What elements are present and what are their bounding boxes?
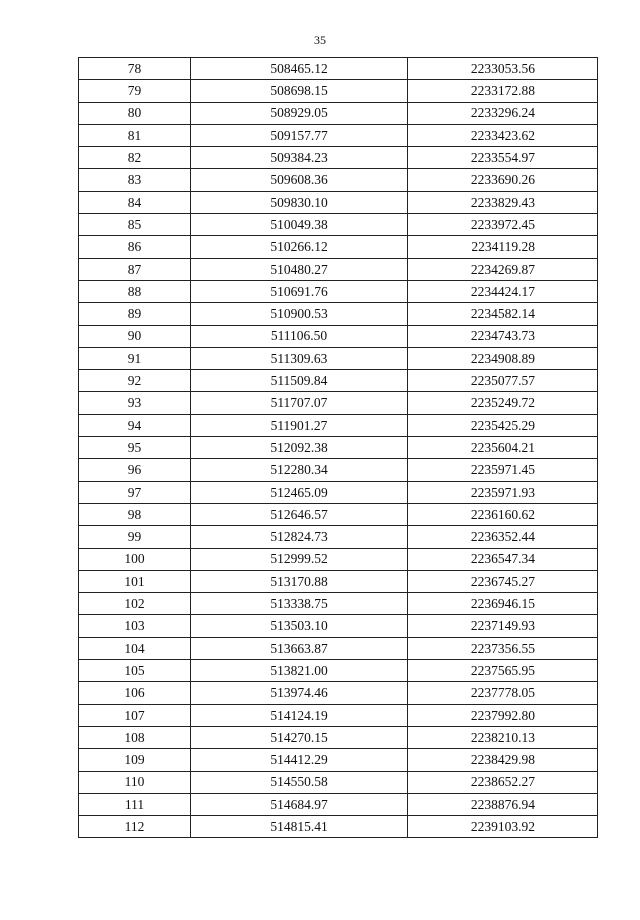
- y-coordinate-cell: 2236946.15: [408, 593, 598, 615]
- x-coordinate-cell: 512646.57: [191, 503, 408, 525]
- y-coordinate-cell: 2233172.88: [408, 80, 598, 102]
- x-coordinate-cell: 510900.53: [191, 303, 408, 325]
- x-coordinate-cell: 510266.12: [191, 236, 408, 258]
- point-number-cell: 83: [79, 169, 191, 191]
- y-coordinate-cell: 2237778.05: [408, 682, 598, 704]
- table-row: [79, 793, 598, 815]
- point-number-cell: 112: [79, 816, 191, 838]
- table-row: [79, 214, 598, 236]
- x-coordinate-cell: 508929.05: [191, 102, 408, 124]
- table-row: [79, 615, 598, 637]
- y-coordinate-cell: 2233053.56: [408, 58, 598, 80]
- point-number-cell: 95: [79, 437, 191, 459]
- point-number-cell: 107: [79, 704, 191, 726]
- table-row: [79, 325, 598, 347]
- point-number-cell: 101: [79, 570, 191, 592]
- table-row: [79, 771, 598, 793]
- point-number-cell: 111: [79, 793, 191, 815]
- table-row: [79, 459, 598, 481]
- table-row: [79, 392, 598, 414]
- point-number-cell: 94: [79, 414, 191, 436]
- x-coordinate-cell: 511509.84: [191, 370, 408, 392]
- point-number-cell: 78: [79, 58, 191, 80]
- table-row: [79, 548, 598, 570]
- x-coordinate-cell: 514815.41: [191, 816, 408, 838]
- x-coordinate-cell: 513170.88: [191, 570, 408, 592]
- point-number-cell: 88: [79, 280, 191, 302]
- point-number-cell: 91: [79, 347, 191, 369]
- y-coordinate-cell: 2238652.27: [408, 771, 598, 793]
- table-row: [79, 437, 598, 459]
- x-coordinate-cell: 512999.52: [191, 548, 408, 570]
- table-row: [79, 169, 598, 191]
- y-coordinate-cell: 2234582.14: [408, 303, 598, 325]
- point-number-cell: 81: [79, 124, 191, 146]
- table-row: [79, 370, 598, 392]
- x-coordinate-cell: 511901.27: [191, 414, 408, 436]
- x-coordinate-cell: 509384.23: [191, 147, 408, 169]
- table-row: [79, 102, 598, 124]
- point-number-cell: 109: [79, 749, 191, 771]
- table-row: [79, 704, 598, 726]
- y-coordinate-cell: 2235604.21: [408, 437, 598, 459]
- point-number-cell: 103: [79, 615, 191, 637]
- table-row: [79, 816, 598, 838]
- page-number: 35: [314, 33, 326, 47]
- point-number-cell: 100: [79, 548, 191, 570]
- y-coordinate-cell: 2233554.97: [408, 147, 598, 169]
- table-row: [79, 80, 598, 102]
- x-coordinate-cell: 513663.87: [191, 637, 408, 659]
- x-coordinate-cell: 514550.58: [191, 771, 408, 793]
- y-coordinate-cell: 2235249.72: [408, 392, 598, 414]
- point-number-cell: 93: [79, 392, 191, 414]
- y-coordinate-cell: 2236352.44: [408, 526, 598, 548]
- table-row: [79, 682, 598, 704]
- x-coordinate-cell: 513338.75: [191, 593, 408, 615]
- x-coordinate-cell: 514270.15: [191, 726, 408, 748]
- table-row: [79, 236, 598, 258]
- point-number-cell: 86: [79, 236, 191, 258]
- x-coordinate-cell: 511309.63: [191, 347, 408, 369]
- x-coordinate-cell: 510691.76: [191, 280, 408, 302]
- table-row: [79, 58, 598, 80]
- y-coordinate-cell: 2234269.87: [408, 258, 598, 280]
- x-coordinate-cell: 508698.15: [191, 80, 408, 102]
- y-coordinate-cell: 2233423.62: [408, 124, 598, 146]
- y-coordinate-cell: 2234908.89: [408, 347, 598, 369]
- y-coordinate-cell: 2235425.29: [408, 414, 598, 436]
- point-number-cell: 79: [79, 80, 191, 102]
- coordinate-table-body: [79, 58, 598, 838]
- table-row: [79, 726, 598, 748]
- y-coordinate-cell: 2233296.24: [408, 102, 598, 124]
- y-coordinate-cell: 2237992.80: [408, 704, 598, 726]
- table-row: [79, 749, 598, 771]
- x-coordinate-cell: 510480.27: [191, 258, 408, 280]
- x-coordinate-cell: 511106.50: [191, 325, 408, 347]
- point-number-cell: 89: [79, 303, 191, 325]
- point-number-cell: 99: [79, 526, 191, 548]
- table-row: [79, 147, 598, 169]
- point-number-cell: 90: [79, 325, 191, 347]
- table-row: [79, 481, 598, 503]
- x-coordinate-cell: 512092.38: [191, 437, 408, 459]
- y-coordinate-cell: 2236547.34: [408, 548, 598, 570]
- point-number-cell: 84: [79, 191, 191, 213]
- coordinate-table: [78, 57, 598, 838]
- point-number-cell: 96: [79, 459, 191, 481]
- y-coordinate-cell: 2233829.43: [408, 191, 598, 213]
- y-coordinate-cell: 2238429.98: [408, 749, 598, 771]
- x-coordinate-cell: 514124.19: [191, 704, 408, 726]
- y-coordinate-cell: 2237565.95: [408, 660, 598, 682]
- x-coordinate-cell: 512465.09: [191, 481, 408, 503]
- table-row: [79, 191, 598, 213]
- x-coordinate-cell: 514412.29: [191, 749, 408, 771]
- point-number-cell: 85: [79, 214, 191, 236]
- y-coordinate-cell: 2235971.45: [408, 459, 598, 481]
- y-coordinate-cell: 2235077.57: [408, 370, 598, 392]
- y-coordinate-cell: 2236745.27: [408, 570, 598, 592]
- y-coordinate-cell: 2233690.26: [408, 169, 598, 191]
- y-coordinate-cell: 2234743.73: [408, 325, 598, 347]
- table-row: [79, 124, 598, 146]
- x-coordinate-cell: 509608.36: [191, 169, 408, 191]
- table-row: [79, 280, 598, 302]
- table-row: [79, 303, 598, 325]
- point-number-cell: 92: [79, 370, 191, 392]
- point-number-cell: 104: [79, 637, 191, 659]
- table-row: [79, 570, 598, 592]
- table-row: [79, 637, 598, 659]
- table-row: [79, 660, 598, 682]
- x-coordinate-cell: 512824.73: [191, 526, 408, 548]
- point-number-cell: 82: [79, 147, 191, 169]
- table-row: [79, 526, 598, 548]
- table-row: [79, 347, 598, 369]
- point-number-cell: 105: [79, 660, 191, 682]
- x-coordinate-cell: 509157.77: [191, 124, 408, 146]
- y-coordinate-cell: 2237356.55: [408, 637, 598, 659]
- x-coordinate-cell: 511707.07: [191, 392, 408, 414]
- point-number-cell: 102: [79, 593, 191, 615]
- y-coordinate-cell: 2236160.62: [408, 503, 598, 525]
- point-number-cell: 80: [79, 102, 191, 124]
- y-coordinate-cell: 2234119.28: [408, 236, 598, 258]
- y-coordinate-cell: 2235971.93: [408, 481, 598, 503]
- y-coordinate-cell: 2238876.94: [408, 793, 598, 815]
- x-coordinate-cell: 512280.34: [191, 459, 408, 481]
- x-coordinate-cell: 514684.97: [191, 793, 408, 815]
- x-coordinate-cell: 513821.00: [191, 660, 408, 682]
- point-number-cell: 110: [79, 771, 191, 793]
- point-number-cell: 87: [79, 258, 191, 280]
- x-coordinate-cell: 513974.46: [191, 682, 408, 704]
- x-coordinate-cell: 510049.38: [191, 214, 408, 236]
- table-row: [79, 258, 598, 280]
- point-number-cell: 97: [79, 481, 191, 503]
- y-coordinate-cell: 2239103.92: [408, 816, 598, 838]
- point-number-cell: 98: [79, 503, 191, 525]
- point-number-cell: 106: [79, 682, 191, 704]
- y-coordinate-cell: 2234424.17: [408, 280, 598, 302]
- point-number-cell: 108: [79, 726, 191, 748]
- x-coordinate-cell: 509830.10: [191, 191, 408, 213]
- table-row: [79, 593, 598, 615]
- y-coordinate-cell: 2238210.13: [408, 726, 598, 748]
- y-coordinate-cell: 2233972.45: [408, 214, 598, 236]
- y-coordinate-cell: 2237149.93: [408, 615, 598, 637]
- table-row: [79, 503, 598, 525]
- table-row: [79, 414, 598, 436]
- x-coordinate-cell: 508465.12: [191, 58, 408, 80]
- x-coordinate-cell: 513503.10: [191, 615, 408, 637]
